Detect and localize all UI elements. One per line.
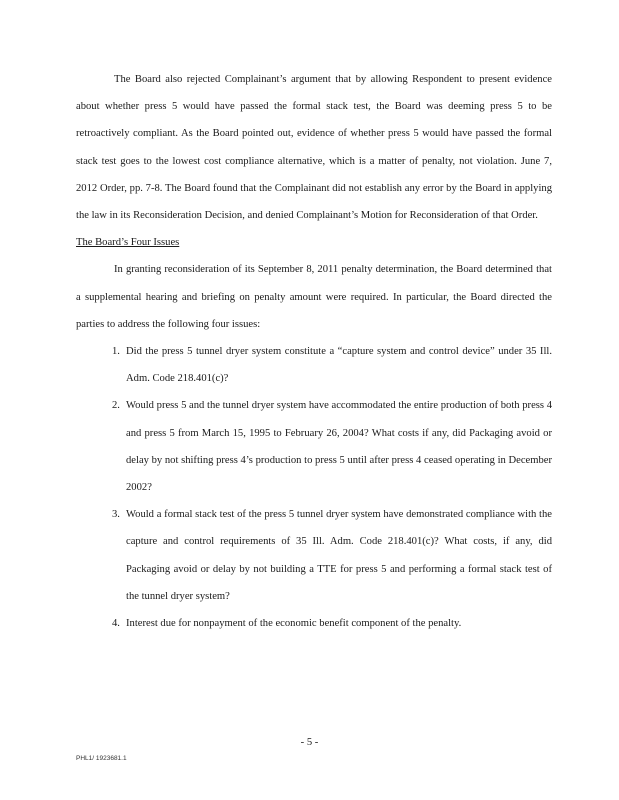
issue-item	[76, 392, 552, 501]
issue-number: 4.	[112, 618, 120, 630]
document-id: PHL1/ 1923681.1	[76, 755, 127, 762]
issue-item	[76, 610, 552, 637]
page-number: - 5 -	[300, 737, 319, 748]
issue-number: 2.	[112, 400, 120, 412]
issue-item	[76, 338, 552, 392]
paragraph-supplemental-hearing: In granting reconsideration of its September 8, 2011 penalty determination, the Board determined that a supplemental hearing and briefing on penalty amount were required. In particular, the Board directed the parties to address the following four issues:	[76, 264, 552, 330]
issue-text: Would a formal stack test of the press 5 tunnel dryer system have demonstrated compliance with the capture and control requirements of 35 Ill. Adm. Code 218.401(c)? What costs, if any, did Packaging avoid or delay by not building a TTE for press 5 and performing a formal stack test of the tunnel dryer system?	[126, 509, 552, 602]
issue-number: 1.	[112, 346, 120, 358]
issue-item	[76, 501, 552, 610]
issue-text: Would press 5 and the tunnel dryer system have accommodated the entire production of both press 4 and press 5 from March 15, 1995 to February 26, 2004? What costs if any, did Packaging avoid or delay by not shifting press 4’s production to press 5 until after press 4 ceased operating in December 2002?	[126, 400, 552, 494]
issue-text: Did the press 5 tunnel dryer system constitute a “capture system and control device” under 35 Ill. Adm. Code 218.401(c)?	[126, 346, 552, 385]
issues-list	[76, 338, 552, 637]
paragraph-reconsideration-denied: The Board also rejected Complainant’s argument that by allowing Respondent to present evidence about whether press 5 would have passed the formal stack test, the Board was deeming press 5 to be retroactively compliant. As the Board pointed out, evidence of whether press 5 would have passed the formal stack test goes to the lowest cost compliance alternative, which is a matter of penalty, not violation. June 7, 2012 Order, pp. 7-8. The Board found that the Complainant did not establish any error by the Board in applying the law in its Reconsideration Decision, and denied Complainant’s Motion for Reconsideration of that Order.	[76, 74, 552, 222]
issue-text: Interest due for nonpayment of the economic benefit component of the penalty.	[126, 618, 462, 630]
issue-number: 3.	[112, 509, 120, 521]
section-heading: The Board’s Four Issues	[76, 237, 180, 249]
document-body	[76, 66, 552, 637]
